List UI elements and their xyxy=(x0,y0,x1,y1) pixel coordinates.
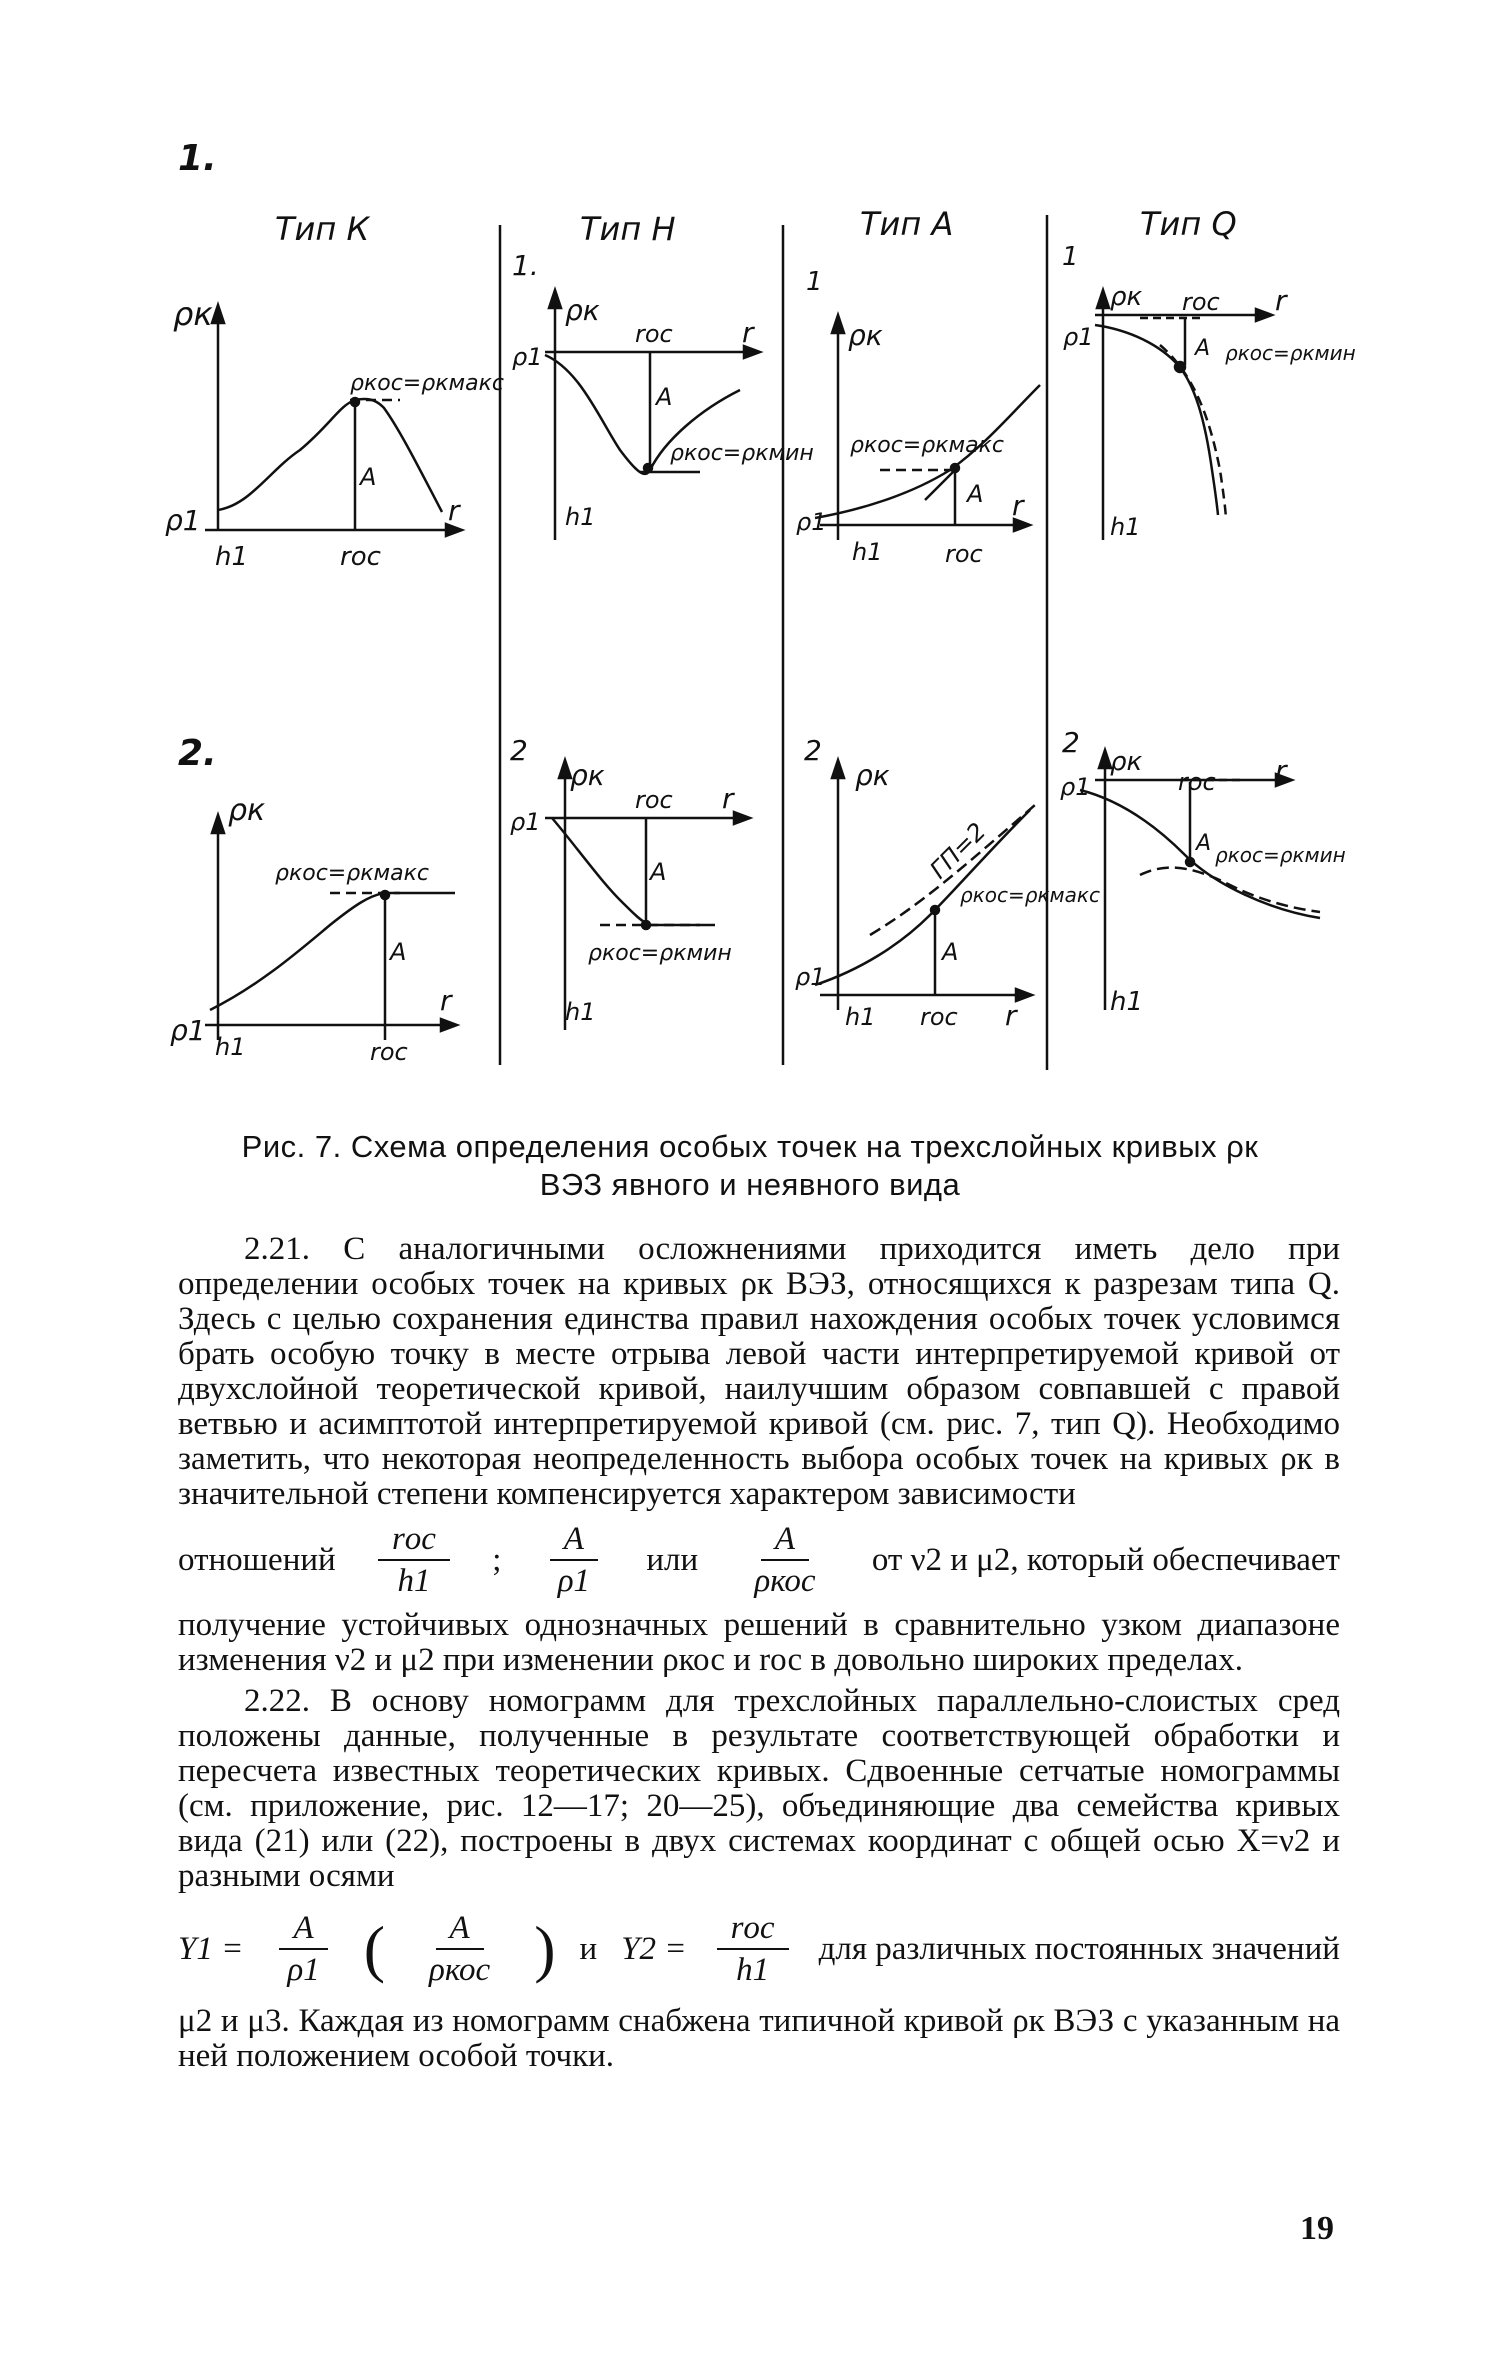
a1-rho-max: ρкос=ρкмакс xyxy=(850,433,1004,458)
row2-number: 2. xyxy=(178,733,217,774)
a2-rho-max: ρкос=ρкмакс xyxy=(960,883,1100,907)
k2-r: r xyxy=(440,984,452,1017)
fraction-y2: $\frac{\text{rос}}{h1}$ xyxy=(717,1908,789,1990)
q-index-2: 2 xyxy=(1062,726,1080,759)
row1-number: 1. xyxy=(178,138,217,179)
formula-separator: ; xyxy=(492,1541,502,1578)
formula-and: и xyxy=(579,1930,598,1967)
h2-rho-1: ρ1 xyxy=(510,808,541,836)
paren-close: ) xyxy=(534,1913,556,1984)
h2-rho-min: ρкос=ρкмин xyxy=(588,941,732,966)
q1-r: r xyxy=(1275,284,1287,317)
fraction-roc-h1: $\frac{\text{rос}}{h1}$ xyxy=(378,1519,450,1601)
k1-rho-max: ρкос=ρкмакс xyxy=(350,371,504,396)
paragraph-2-22: 2.22. В основу номограмм для трехслойных параллельно-слоистых сред положены данные, полученные в результате соответствующей обработки и пересчета известных теоретических кривых. Сдвоенные сетчатые номограммы (см. приложение, рис. 12—17; 20—25), объединяющие два семейства кривых вида (21) или (22), построены в двух системах координат с общей осью X=ν2 и разными осями xyxy=(178,1683,1340,1894)
h-index-1: 1. xyxy=(512,249,539,282)
h2-r: r xyxy=(722,782,734,815)
y2-label: Y2 = xyxy=(621,1930,687,1967)
q2-h1: h1 xyxy=(1110,987,1144,1017)
a2-r: r xyxy=(1005,999,1017,1032)
k2-a: А xyxy=(390,938,407,966)
k2-r-oc: rос xyxy=(370,1038,408,1066)
q2-rho-1: ρ1 xyxy=(1060,773,1091,801)
k1-rho-1: ρ1 xyxy=(165,504,201,537)
formula-tail: от ν2 и μ2, который обеспечивает xyxy=(871,1541,1340,1578)
figure-caption xyxy=(150,1128,1350,1204)
q1-rho-1: ρ1 xyxy=(1063,323,1094,351)
q2-rho-min: ρкос=ρкмин xyxy=(1215,843,1346,867)
k1-r-oc: rос xyxy=(340,542,381,572)
q1-r-oc: rос xyxy=(1182,288,1220,316)
a2-rho-k: ρк xyxy=(855,759,890,792)
q1-rho-k: ρк xyxy=(1110,282,1143,312)
h1-r: r xyxy=(742,316,754,349)
a1-r: r xyxy=(1012,489,1024,522)
fraction-y1-b: $\frac{A}{\text{ρкос}}$ xyxy=(429,1910,491,1988)
q1-rho-min: ρкос=ρкмин xyxy=(1225,341,1356,365)
h-index-2: 2 xyxy=(510,734,528,767)
caption-line-1: Рис. 7. Схема определения особых точек на трехслойных кривых ρк xyxy=(241,1129,1259,1164)
a1-h1: h1 xyxy=(852,538,883,566)
h2-a: А xyxy=(650,858,667,886)
title-type-k: Тип К xyxy=(275,210,370,248)
paren-open: ( xyxy=(363,1913,386,1984)
a1-rho-1: ρ1 xyxy=(796,508,827,536)
q1-a: А xyxy=(1195,336,1211,361)
fraction-y1-a: $\frac{A}{\rho 1}$ xyxy=(273,1908,333,1990)
h1-h1: h1 xyxy=(565,503,596,531)
paragraph-2-22-end: μ2 и μ3. Каждая из номограмм снабжена типичной кривой ρк ВЭЗ с указанным на ней положением особой точки. xyxy=(178,2003,1340,2074)
y1-label: Y1 = xyxy=(178,1930,244,1967)
q-index-1: 1 xyxy=(1062,242,1079,272)
h2-h1: h1 xyxy=(565,998,596,1026)
k1-rho-k: ρк xyxy=(173,295,213,333)
title-type-q: Тип Q xyxy=(1140,205,1237,243)
k2-rho-k: ρк xyxy=(228,793,266,828)
graph-q1 xyxy=(1095,290,1272,540)
page-number: 19 xyxy=(1300,2210,1334,2247)
h1-a: А xyxy=(656,383,673,411)
k2-rho-1: ρ1 xyxy=(170,1014,206,1047)
a2-a: А xyxy=(942,938,959,966)
k2-rho-max: ρкос=ρкмакс xyxy=(275,861,429,886)
a2-rho-1: ρ1 xyxy=(795,963,826,991)
graph-k2 xyxy=(205,815,457,1040)
figure-7 xyxy=(0,0,1501,1100)
formula-axes xyxy=(178,1894,1340,2004)
a1-r-oc: rос xyxy=(945,540,983,568)
a2-gp: ГП=2 xyxy=(924,817,992,885)
a1-rho-k: ρк xyxy=(848,319,883,352)
title-type-h: Тип H xyxy=(580,210,676,248)
q2-rho-k: ρк xyxy=(1110,747,1143,777)
h1-rho-k: ρк xyxy=(565,294,600,327)
a-index-2: 2 xyxy=(804,734,822,767)
h2-rho-k: ρк xyxy=(570,759,605,792)
h1-rho-min: ρкос=ρкмин xyxy=(670,441,814,466)
a2-r-oc: rос xyxy=(920,1003,958,1031)
formula-lead: отношений xyxy=(178,1541,336,1578)
a1-a: А xyxy=(967,480,984,508)
k1-r: r xyxy=(448,494,460,527)
caption-line-2: ВЭЗ явного и неявного вида xyxy=(539,1167,961,1202)
paragraph-2-21: 2.21. С аналогичными осложнениями приходится иметь дело при определении особых точек на кривых ρк ВЭЗ, относящихся к разрезам типа Q. Здесь с целью сохранения единства правил нахождения особых точек условимся брать особую точку в месте отрыва левой части интерпретируемой кривой от двухслойной теоретической кривой, наилучшим образом совпавшей с правой ветвью и асимптотой интерпретируемой кривой (см. рис. 7, тип Q). Необходимо заметить, что некоторая неопределенность выбора особых точек на кривых ρк в значительной степени компенсируется характером зависимости xyxy=(178,1231,1340,1512)
k2-h1: h1 xyxy=(215,1033,246,1061)
formula-or: или xyxy=(646,1541,699,1578)
q1-h1: h1 xyxy=(1110,513,1141,541)
h2-r-oc: rос xyxy=(635,786,673,814)
title-type-a: Тип А xyxy=(860,205,954,243)
graph-k1 xyxy=(205,305,462,536)
formula-tail-2: для различных постоянных значений xyxy=(818,1930,1340,1967)
q2-a: А xyxy=(1196,831,1212,856)
paragraph-2-21-end: получение устойчивых однозначных решений в сравнительно узком диапазоне изменения ν2 и μ2 при изменении ρкос и rос в довольно широких пределах. xyxy=(178,1607,1340,1678)
h1-r-oc: rос xyxy=(635,320,673,348)
k1-a: А xyxy=(360,463,377,491)
a2-h1: h1 xyxy=(845,1003,876,1031)
h1-rho-1: ρ1 xyxy=(512,343,543,371)
fraction-a-rhokoc: $\frac{A}{\text{ρкос}}$ xyxy=(754,1521,816,1599)
fraction-a-rho1: $\frac{A}{\rho 1}$ xyxy=(544,1519,604,1601)
q2-r: r xyxy=(1275,754,1287,787)
q2-r-oc: rос xyxy=(1178,768,1216,796)
body-text xyxy=(178,1232,1340,2074)
k1-h1: h1 xyxy=(215,542,249,572)
a-index-1: 1 xyxy=(806,267,823,297)
formula-ratios xyxy=(178,1512,1340,1608)
